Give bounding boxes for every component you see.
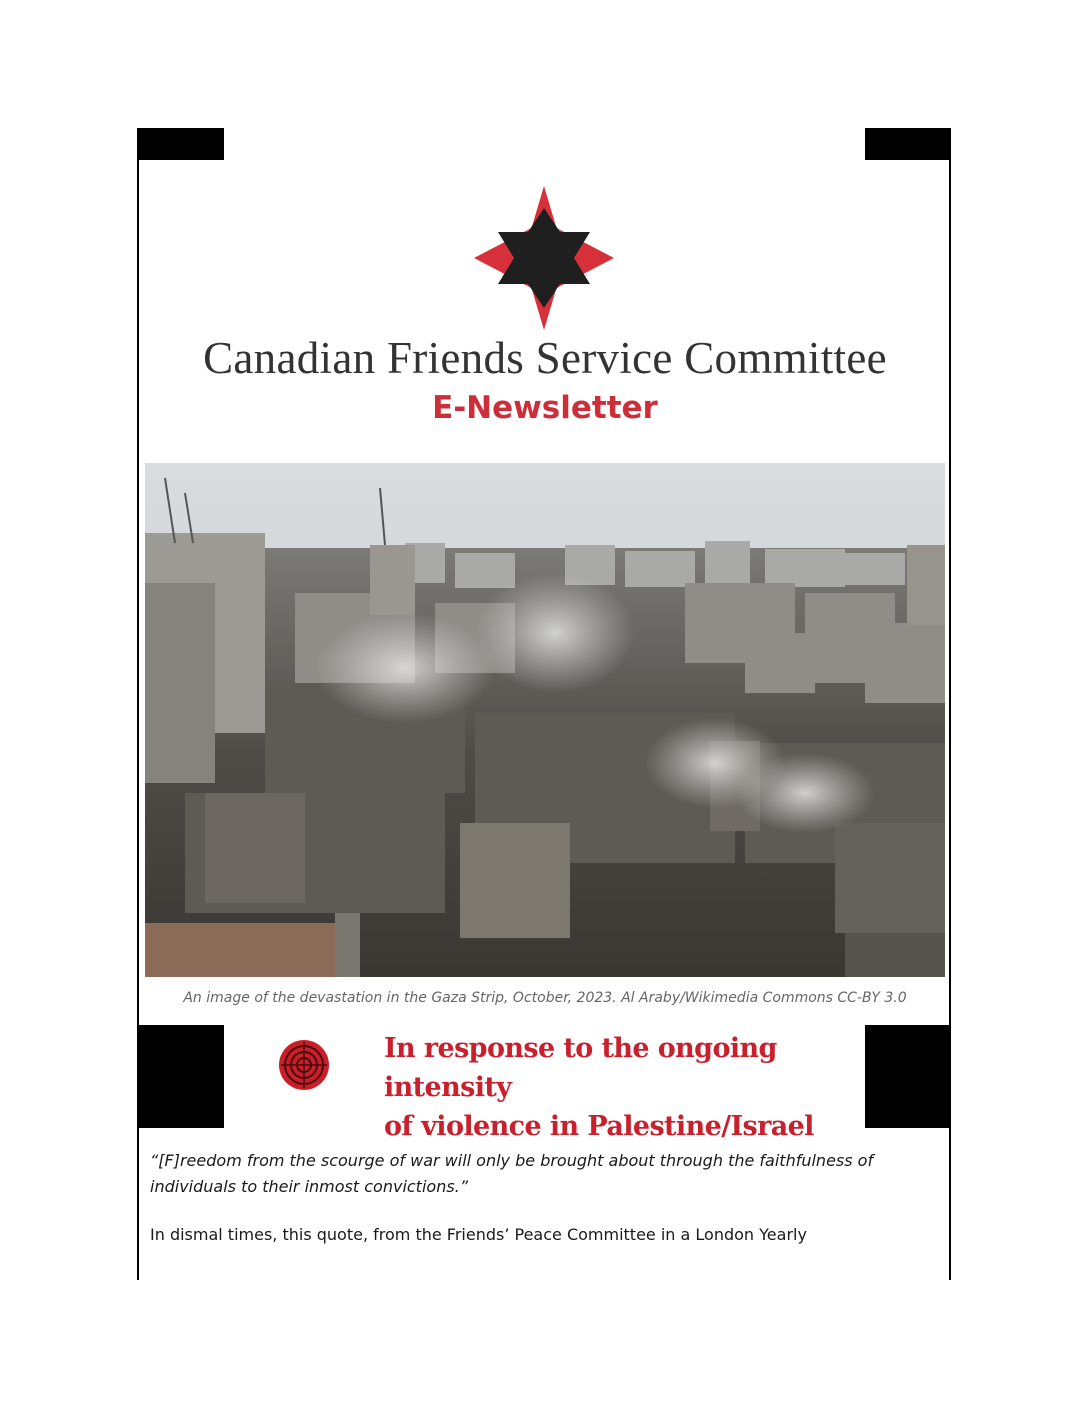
bottom-right-block	[865, 1025, 951, 1128]
newsletter-label: E-Newsletter	[432, 390, 658, 426]
org-name: Canadian Friends Service Committee	[203, 333, 887, 383]
quaker-circle-icon	[278, 1039, 330, 1091]
article-headline	[384, 1029, 864, 1146]
photo-caption: An image of the devastation in the Gaza Strip, October, 2023. Al Araby/Wikimedia Commons CC-BY 3.0	[183, 990, 907, 1006]
quote-line-2: individuals to their inmost convictions.”	[150, 1177, 469, 1196]
gaza-devastation-photo	[145, 463, 945, 977]
top-right-block	[865, 128, 951, 160]
eight-point-star-icon	[472, 186, 616, 330]
top-left-block	[137, 128, 224, 160]
headline-line-1: In response to the ongoing intensity	[384, 1033, 777, 1103]
article-body: In dismal times, this quote, from the Friends’ Peace Committee in a London Yearly	[150, 1225, 807, 1244]
article-quote	[150, 1148, 940, 1200]
headline-line-2: of violence in Palestine/Israel	[384, 1111, 814, 1142]
bottom-left-block	[137, 1025, 224, 1128]
quote-line-1: “[F]reedom from the scourge of war will only be brought about through the faithfulness of	[150, 1151, 874, 1170]
